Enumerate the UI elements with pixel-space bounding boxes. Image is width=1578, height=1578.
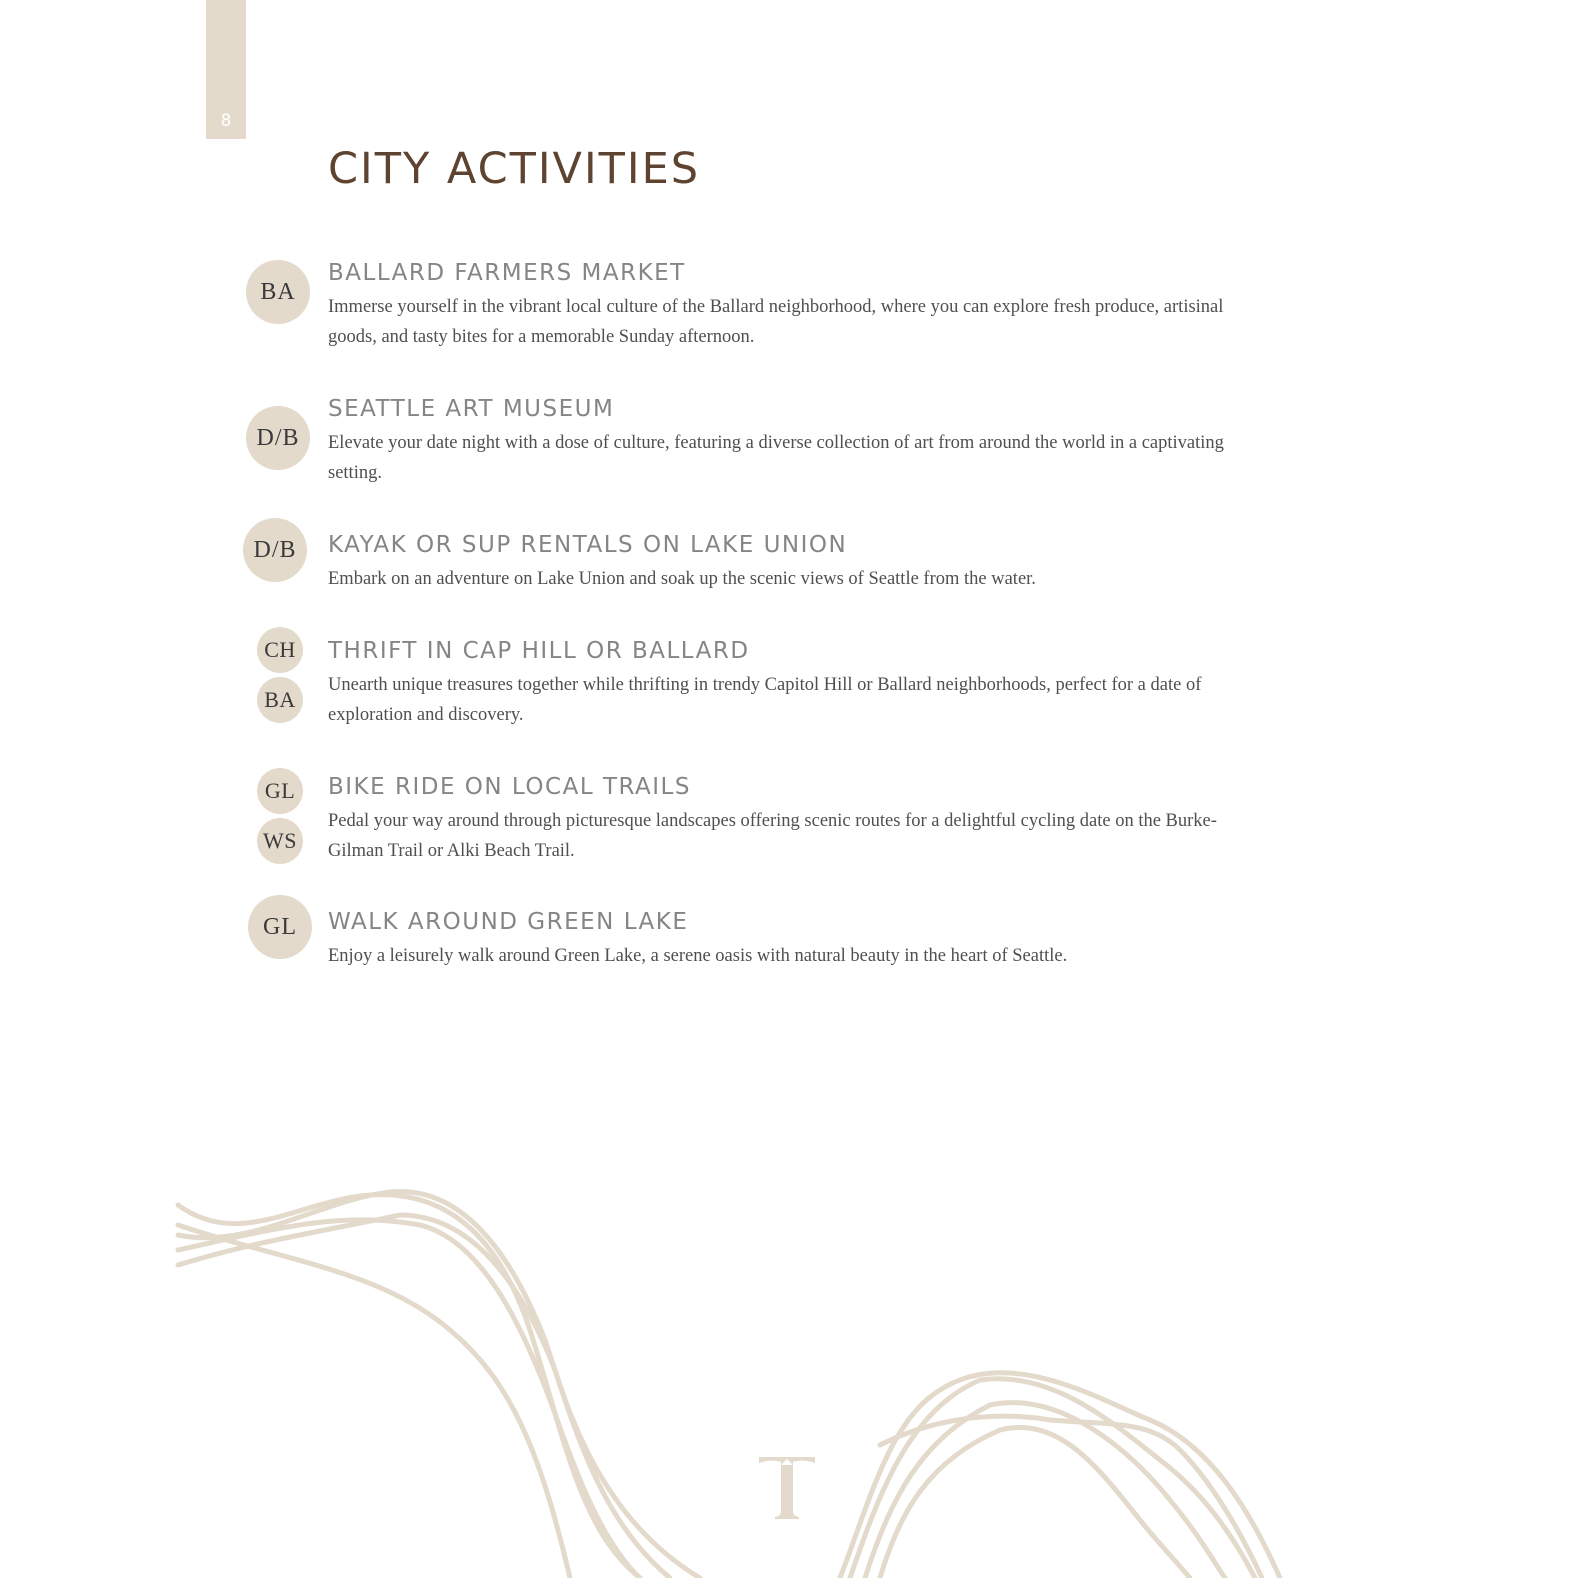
activity-title: BIKE RIDE ON LOCAL TRAILS [328, 774, 691, 800]
neighborhood-badge: GL [248, 895, 312, 959]
page-title: CITY ACTIVITIES [328, 144, 701, 194]
activity-title: KAYAK OR SUP RENTALS ON LAKE UNION [328, 532, 848, 558]
activity-description: Unearth unique treasures together while thrifting in trendy Capitol Hill or Ballard neighborhoods, perfect for a date of exploration and discovery. [328, 675, 1202, 725]
activity-description: Immerse yourself in the vibrant local culture of the Ballard neighborhood, where you can explore fresh produce, artisinal goods, and tasty bites for a memorable Sunday afternoon. [328, 297, 1224, 347]
activity-description: Embark on an adventure on Lake Union and soak up the scenic views of Seattle from the water. [328, 569, 1036, 589]
activity-title: WALK AROUND GREEN LAKE [328, 909, 689, 935]
neighborhood-badge: GL [257, 768, 303, 814]
neighborhood-badge: D/B [246, 406, 310, 470]
activity-title: THRIFT IN CAP HILL OR BALLARD [328, 638, 750, 664]
neighborhood-badge: BA [257, 677, 303, 723]
neighborhood-badge: WS [257, 818, 303, 864]
neighborhood-badge: BA [246, 260, 310, 324]
activity-description: Pedal your way around through picturesque landscapes offering scenic routes for a delightful cycling date on the Burke-Gilman Trail or Alki Beach Trail. [328, 811, 1217, 861]
activity-description: Elevate your date night with a dose of culture, featuring a diverse collection of art from around the world in a captivating setting. [328, 433, 1224, 483]
page-number-tab [206, 0, 246, 139]
activity-description: Enjoy a leisurely walk around Green Lake, a serene oasis with natural beauty in the heart of Seattle. [328, 946, 1068, 966]
page-number: 8 [220, 111, 232, 131]
neighborhood-badge: D/B [243, 518, 307, 582]
neighborhood-badge: CH [257, 627, 303, 673]
T-monogram-icon [757, 1455, 817, 1520]
activity-title: BALLARD FARMERS MARKET [328, 260, 686, 286]
activity-title: SEATTLE ART MUSEUM [328, 396, 615, 422]
